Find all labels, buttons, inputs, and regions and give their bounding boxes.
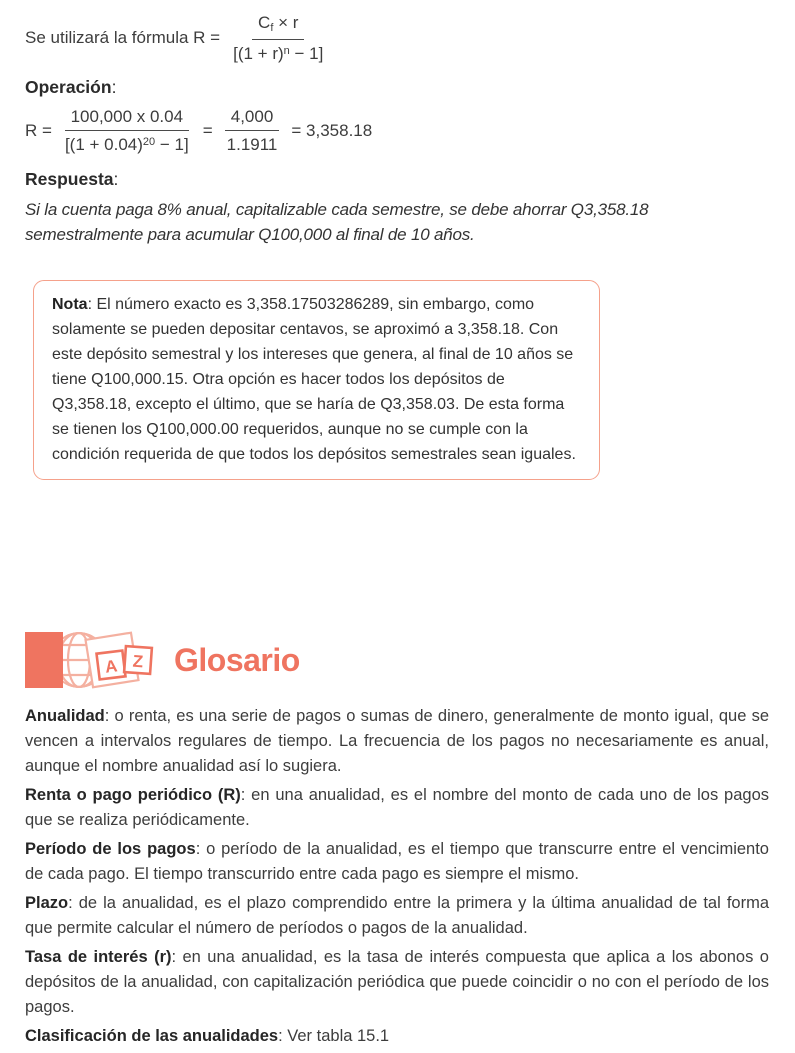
- operation-fraction-1-denominator: [59, 131, 195, 155]
- glossary-definition: : o renta, es una serie de pagos o sumas de dinero, generalmente de monto igual, que se vencen a intervalos regulares de tiempo. La frecuencia de los pagos no necesariamente es anual, aunque el nombre anualidad así lo sugiera.: [25, 707, 769, 775]
- formula-symbol: × r: [273, 13, 299, 32]
- intro-fraction: [227, 12, 329, 64]
- glossary-header: [25, 628, 769, 692]
- glossary-entry-periodo: [25, 837, 769, 887]
- operation-result: = 3,358.18: [291, 120, 373, 140]
- answer-heading-label: Respuesta: [25, 168, 114, 189]
- operation-heading: [25, 77, 765, 98]
- formula-symbol: − 1]: [289, 43, 324, 63]
- note-box: [33, 280, 600, 480]
- glossary-term: Renta o pago periódico (R): [25, 786, 241, 804]
- operation-heading-label: Operación: [25, 77, 112, 97]
- glossary-az-globe-icon: [25, 629, 160, 691]
- glossary-definition: : Ver tabla 15.1: [278, 1027, 390, 1045]
- note-text: : El número exacto es 3,358.17503286289, sin embargo, como solamente se pueden depositar centavos, se aproximó a 3,358.18. Con este depósito semestral y los intereses que genera, al final de 10 años se tiene Q100,000.15. Otra opción es hacer todos los depósitos de Q3,358.18, excepto el último, que se haría de Q3,358.03. De esta forma se tienen los Q100,000.00 requeridos, aunque no se cumple con la condición requerida de que todos los depósitos semestrales sean iguales.: [52, 295, 576, 463]
- glossary-definition: : en una anualidad, es la tasa de interés compuesta que aplica a los abonos o depósitos de la anualidad, con capitalización periódica que puede coincidir o no con el período de los pagos.: [25, 948, 769, 1016]
- formula-symbol: [(1 + 0.04): [64, 135, 143, 155]
- glossary-definition: : en una anualidad, es el nombre del monto de cada uno de los pagos que se realiza periódicamente.: [25, 786, 770, 829]
- note-label: Nota: [52, 295, 88, 313]
- glossary-title: Glosario: [174, 641, 300, 678]
- formula-superscript: 20: [142, 136, 156, 149]
- glossary-definition: : o período de la anualidad, es el tiempo que transcurre entre el vencimiento de cada pago. El tiempo transcurrido entre cada pago es siempre el mismo.: [25, 840, 769, 883]
- glossary-term: Clasificación de las anualidades: [25, 1027, 279, 1045]
- answer-text: Si la cuenta paga 8% anual, capitalizable cada semestre, se debe ahorrar Q3,358.18 semestralmente para acumular Q100,000 al final de 10 años.: [25, 199, 649, 244]
- icon-letter-a: A: [103, 656, 119, 677]
- formula-symbol: − 1]: [155, 135, 189, 155]
- glossary-entry-plazo: [25, 891, 769, 941]
- formula-superscript: n: [283, 44, 290, 57]
- glossary-term: Tasa de interés (r): [25, 948, 172, 966]
- glossary-entry-anualidad: [25, 704, 769, 779]
- equals-sign: =: [202, 120, 213, 140]
- glossary-entry-tasa: [25, 945, 769, 1020]
- answer-heading-colon: :: [113, 168, 119, 189]
- intro-fraction-numerator: [252, 12, 304, 40]
- intro-fraction-denominator: [227, 40, 329, 64]
- intro-formula-line: [25, 12, 765, 64]
- formula-symbol: [(1 + r): [233, 43, 284, 63]
- operation-fraction-2-numerator: 4,000: [225, 106, 280, 131]
- glossary-term: Plazo: [25, 894, 69, 912]
- answer-heading: [25, 169, 765, 190]
- glossary-entry-renta: [25, 783, 769, 833]
- operation-formula-line: [25, 106, 765, 156]
- formula-subscript: f: [270, 22, 274, 34]
- operation-lead: R =: [25, 120, 52, 140]
- icon-letter-z: Z: [132, 651, 144, 672]
- operation-fraction-2: [221, 106, 284, 156]
- intro-formula-text: Se utilizará la fórmula R =: [25, 28, 221, 47]
- formula-symbol: C: [258, 13, 271, 32]
- glossary-term: Anualidad: [25, 707, 105, 725]
- glossary-entries: [25, 704, 769, 1049]
- glossary-definition: : de la anualidad, es el plazo comprendido entre la primera y la última anualidad de tal forma que permite calcular el número de períodos o pagos de la anualidad.: [25, 894, 769, 937]
- glossary-section: [25, 628, 769, 1053]
- glossary-term: Período de los pagos: [25, 840, 196, 858]
- document-page: [0, 0, 795, 480]
- operation-fraction-2-denominator: 1.1911: [226, 135, 278, 155]
- operation-fraction-1: [59, 106, 195, 156]
- glossary-entry-clasificacion: [25, 1024, 769, 1049]
- operation-heading-colon: :: [111, 77, 117, 97]
- operation-fraction-1-numerator: 100,000 x 0.04: [65, 106, 189, 131]
